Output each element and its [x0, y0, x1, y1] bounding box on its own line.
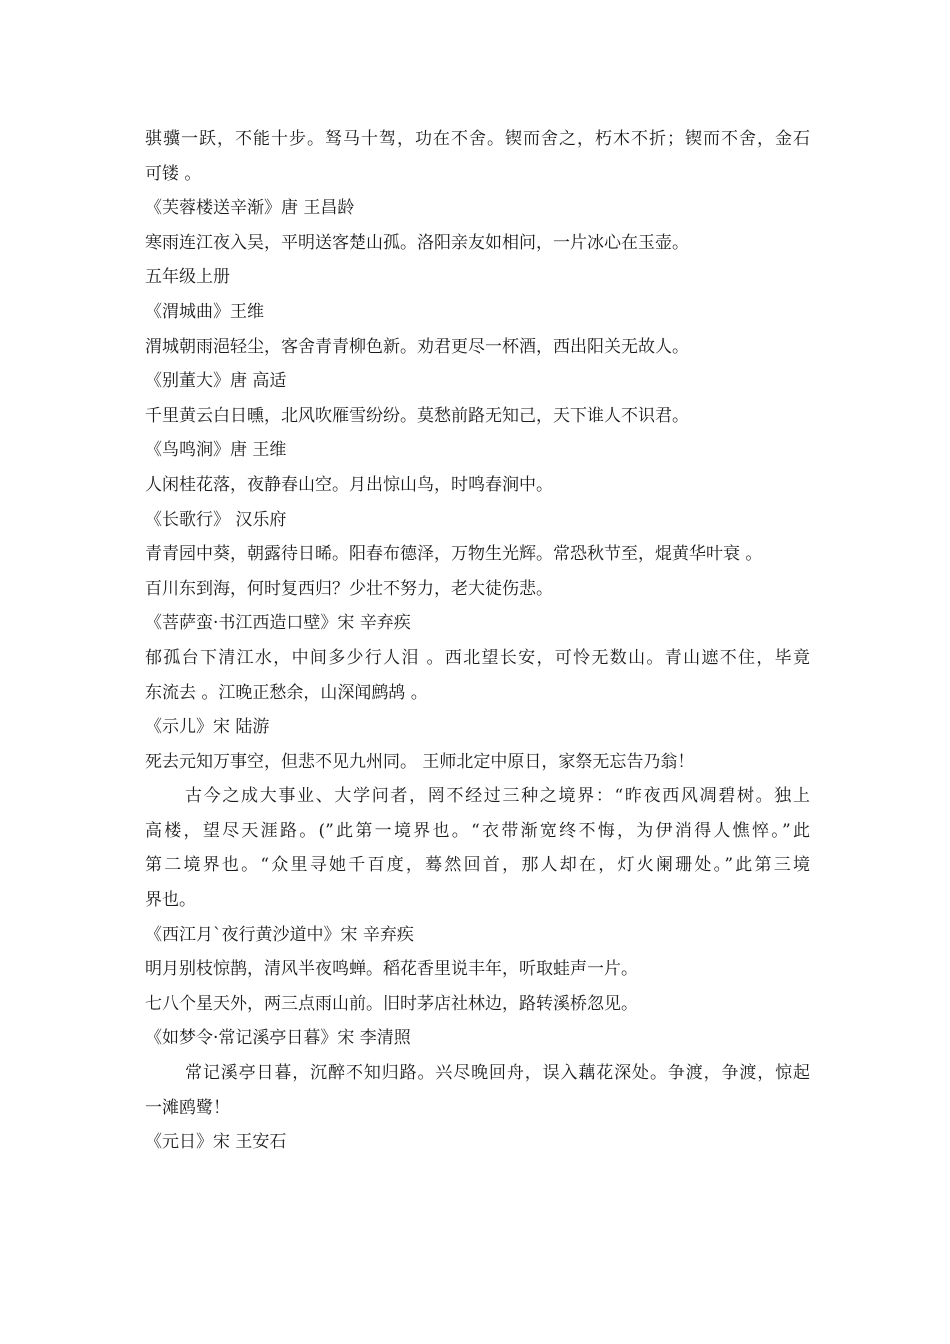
text-line: 青青园中葵，朝露待日晞。阳春布德泽，万物生光辉。常恐秋节至，焜黄华叶衰 。	[145, 544, 763, 565]
text-line: 郁孤台下清江水，中间多少行人泪 。西北望长安，可怜无数山。青山遮不住，毕竟	[145, 647, 810, 668]
text-line: 《渭城曲》王维	[145, 301, 264, 322]
text-line: 古今之成大事业、大学问者，罔不经过三种之境界：“昨夜西风凋碧树。独上	[185, 786, 810, 807]
text-line: 《如梦令·常记溪亭日暮》宋 李清照	[145, 1028, 411, 1049]
text-line: 七八个星天外，两三点雨山前。旧时茅店社林边，路转溪桥忽见。	[145, 993, 638, 1014]
text-line: 五年级上册	[145, 267, 230, 288]
text-line: 《示儿》宋 陆游	[145, 717, 270, 738]
text-line: 《鸟鸣涧》唐 王维	[145, 440, 287, 461]
text-line: 《别董大》唐 高适	[145, 371, 287, 392]
text-line: 骐骥一跃，不能十步。驽马十驾，功在不舍。锲而舍之，朽木不折；锲而不舍，金石	[145, 129, 810, 149]
text-line: 东流去 。江晚正愁余，山深闻鹧鸪 。	[145, 682, 428, 703]
text-line: 死去元知万事空，但悲不见九州同。 王师北定中原日，家祭无忘告乃翁！	[145, 751, 695, 772]
text-line: 渭城朝雨浥轻尘，客舍青青柳色新。劝君更尽一杯酒，西出阳关无故人。	[145, 336, 689, 357]
text-line: 可镂 。	[145, 163, 202, 184]
text-line: 千里黄云白日曛，北风吹雁雪纷纷。莫愁前路无知己，天下谁人不识君。	[145, 405, 689, 426]
text-line: 常记溪亭日暮，沉醉不知归路。兴尽晚回舟，误入藕花深处。争渡，争渡，惊起	[185, 1063, 810, 1084]
document-body	[145, 122, 810, 1160]
text-line: 百川东到海，何时复西归？少壮不努力，老大徒伤悲。	[145, 578, 553, 599]
text-line: 高楼，望尽天涯路。(”此第一境界也。“衣带渐宽终不悔，为伊消得人憔悴。”此	[145, 820, 810, 841]
text-line: 寒雨连江夜入吴，平明送客楚山孤。洛阳亲友如相问，一片冰心在玉壶。	[145, 232, 689, 253]
text-line: 明月别枝惊鹊，清风半夜鸣蝉。稻花香里说丰年，听取蛙声一片。	[145, 959, 638, 980]
text-line: 《元日》宋 王安石	[145, 1132, 287, 1153]
text-line: 一滩鸥鹭！	[145, 1097, 230, 1118]
text-line: 《长歌行》 汉乐府	[145, 509, 287, 530]
text-line: 《芙蓉楼送辛渐》唐 王昌龄	[145, 198, 355, 219]
text-line: 《西江月`夜行黄沙道中》宋 辛弃疾	[145, 924, 414, 945]
text-line: 《菩萨蛮·书江西造口壁》宋 辛弃疾	[145, 613, 411, 634]
text-line: 界也。	[145, 890, 196, 911]
text-line: 人闲桂花落，夜静春山空。月出惊山鸟，时鸣春涧中。	[145, 474, 553, 495]
text-line: 第二境界也。“众里寻她千百度，蓦然回首，那人却在，灯火阑珊处。”此第三境	[145, 855, 810, 876]
